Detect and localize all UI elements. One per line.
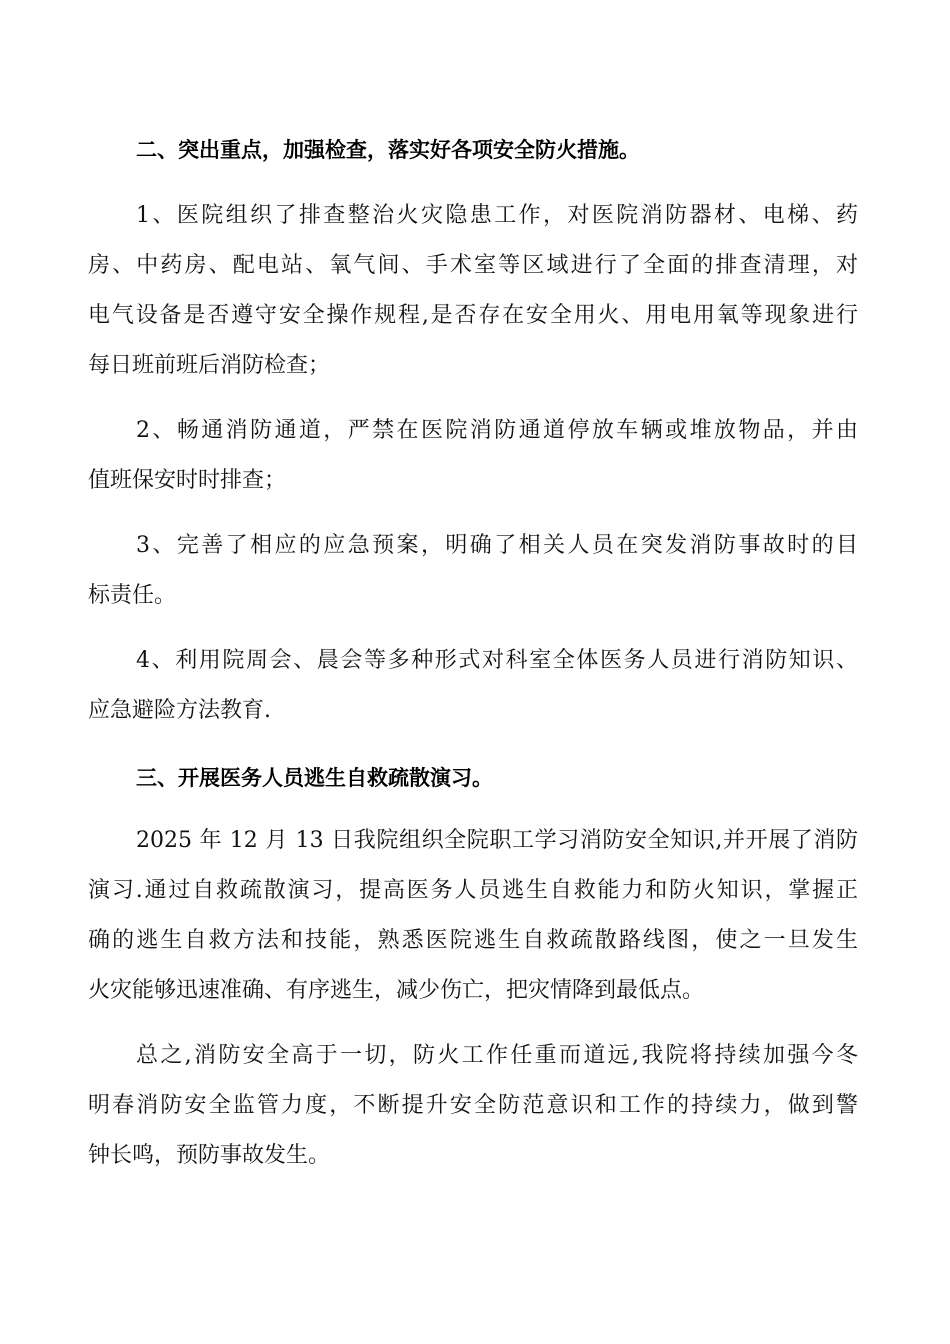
- item-1-line-1: 1、医院组织了排查整治火灾隐患工作，对医院消防器材、电梯、药: [136, 203, 858, 228]
- section-3-heading: 三、开展医务人员逃生自救疏散演习。: [136, 766, 493, 790]
- item-4-line-1: 4、利用院周会、晨会等多种形式对科室全体医务人员进行消防知识、: [136, 648, 858, 673]
- conclusion-line-2: 明春消防安全监管力度，不断提升安全防范意识和工作的持续力，做到警: [88, 1093, 858, 1118]
- conclusion-line-1: 总之,消防安全高于一切，防火工作任重而道远,我院将持续加强今冬: [136, 1043, 858, 1068]
- item-1-line-2: 房、中药房、配电站、氧气间、手术室等区域进行了全面的排查清理，对: [88, 253, 858, 278]
- item-3-line-1: 3、完善了相应的应急预案，明确了相关人员在突发消防事故时的目: [136, 533, 858, 558]
- conclusion-line-3: 钟长鸣，预防事故发生。: [88, 1143, 331, 1168]
- item-1-line-4: 每日班前班后消防检查；: [88, 353, 331, 378]
- item-2-line-2: 值班保安时时排查；: [88, 468, 287, 493]
- item-3-line-2: 标责任。: [88, 583, 177, 608]
- drill-line-3: 确的逃生自救方法和技能，熟悉医院逃生自救疏散路线图，使之一旦发生: [88, 928, 858, 953]
- item-1-line-3: 电气设备是否遵守安全操作规程,是否存在安全用火、用电用氧等现象进行: [88, 303, 858, 328]
- drill-line-1: 2025 年 12 月 13 日我院组织全院职工学习消防安全知识,并开展了消防: [136, 828, 858, 853]
- drill-line-2: 演习.通过自救疏散演习，提高医务人员逃生自救能力和防火知识，掌握正: [88, 878, 858, 903]
- section-2-heading: 二、突出重点，加强检查，落实好各项安全防火措施。: [136, 138, 640, 162]
- item-2-line-1: 2、畅通消防通道，严禁在医院消防通道停放车辆或堆放物品，并由: [136, 418, 858, 443]
- item-4-line-2: 应急避险方法教育.: [88, 698, 271, 723]
- drill-line-4: 火灾能够迅速准确、有序逃生，减少伤亡，把灾情降到最低点。: [88, 978, 705, 1003]
